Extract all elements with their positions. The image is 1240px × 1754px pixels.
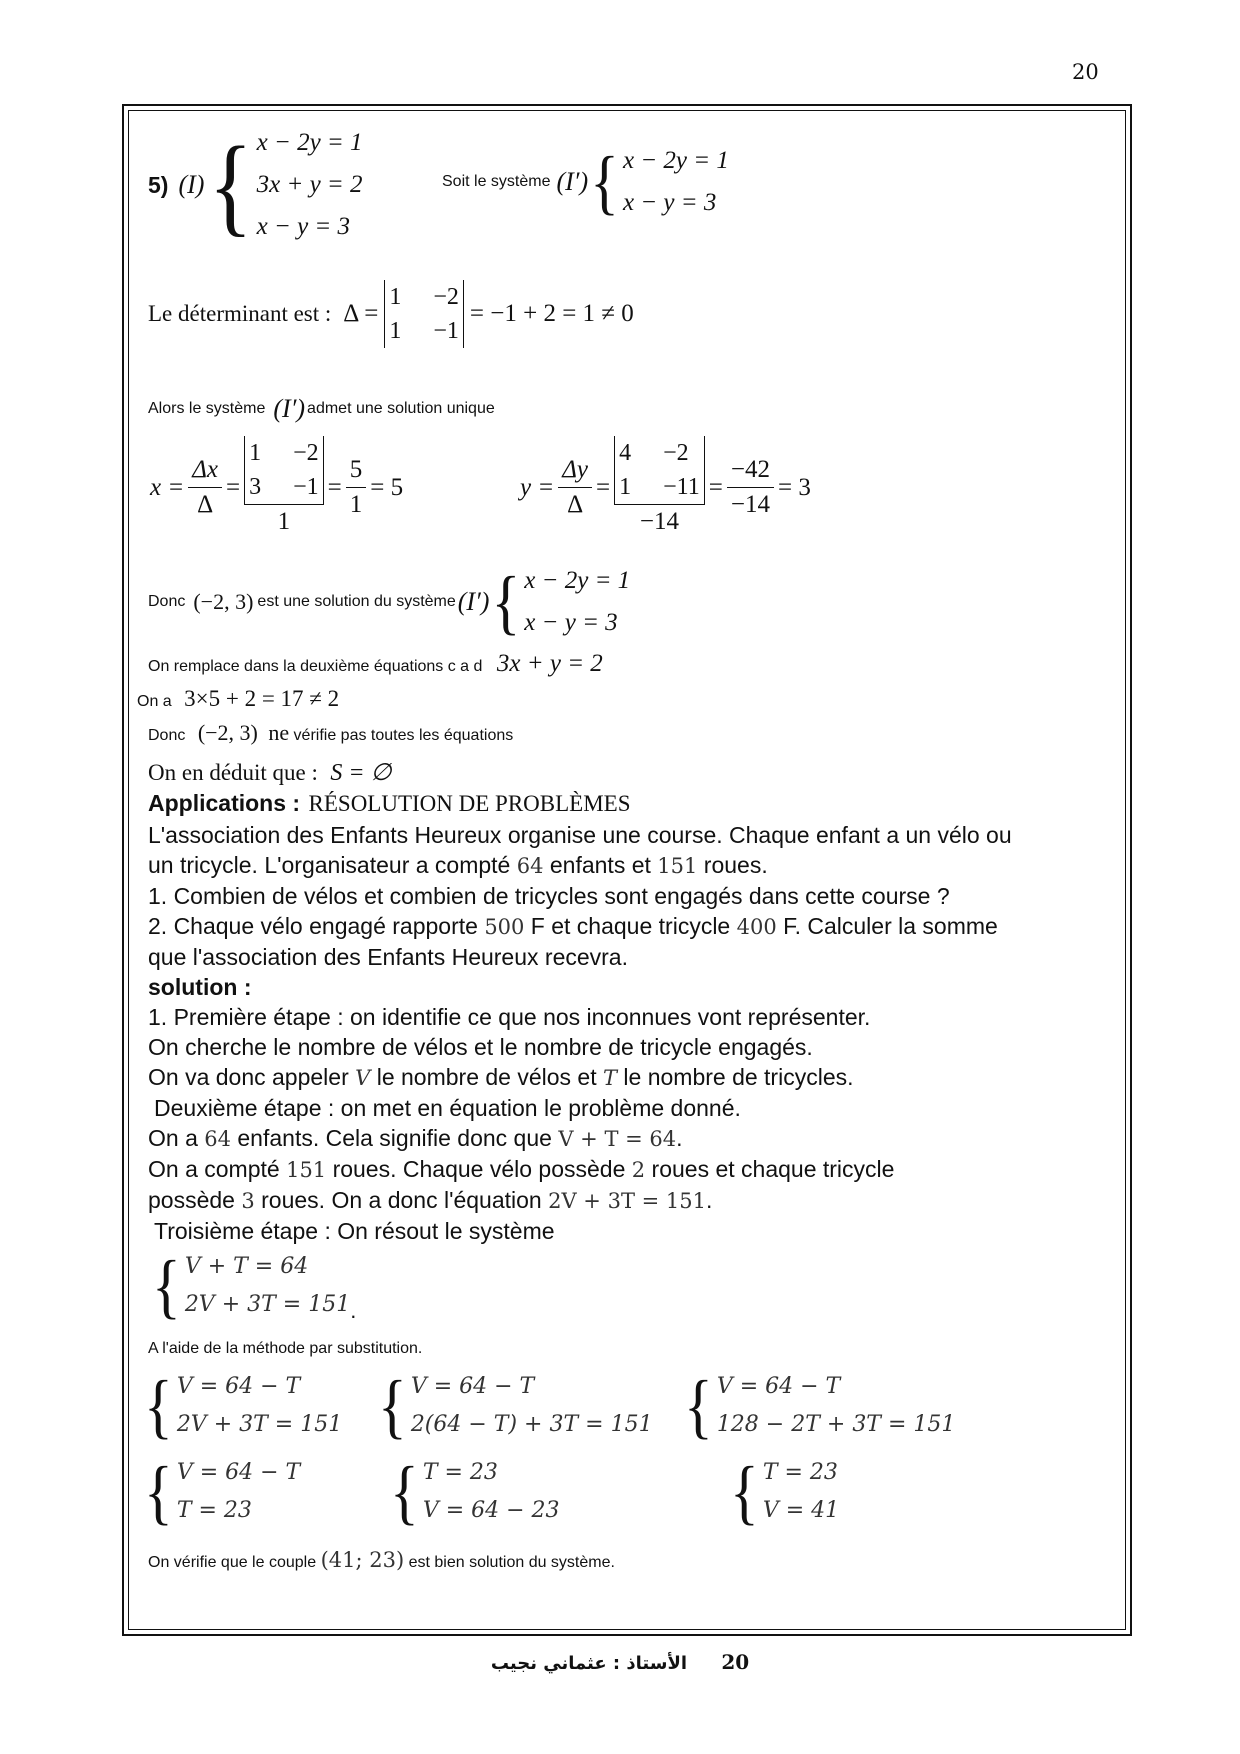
- question-2-part: 2. Chaque vélo engagé rapporte: [148, 913, 478, 939]
- variable-T: T: [603, 1066, 618, 1090]
- system-eq: V = 64 − T: [410, 1374, 535, 1399]
- donc-text: Donc: [148, 727, 186, 744]
- det-cell: −1: [293, 474, 319, 500]
- det-cell: −1: [433, 318, 459, 344]
- problem-text-part: enfants et: [549, 852, 651, 878]
- y-lhs: y =: [520, 473, 555, 501]
- frac-den: −14: [639, 508, 679, 535]
- verification-line: [148, 1548, 615, 1572]
- variable-V: V: [355, 1066, 371, 1090]
- solution-label: solution :: [148, 974, 252, 1000]
- system-I-eq2: 3x + y = 2: [256, 171, 363, 198]
- system-eq: 2V + 3T = 151: [176, 1412, 343, 1437]
- system-I-eq1: x − 2y = 1: [256, 129, 363, 156]
- solution-text-part: On a: [148, 1125, 198, 1151]
- ona-eq: 3×5 + 2 = 17 ≠ 2: [184, 686, 340, 711]
- solution-text-part: possède: [148, 1187, 235, 1213]
- solution-step: Troisième étape : On résout le système: [154, 1218, 555, 1244]
- number: 2: [631, 1158, 646, 1182]
- delta-symbol: Δ =: [343, 300, 379, 327]
- number: 400: [736, 915, 777, 939]
- x-result: = 5: [370, 473, 404, 501]
- footer-page-number: 20: [721, 1650, 750, 1674]
- system-G: [730, 1454, 839, 1530]
- solution-text-part: le nombre de vélos et: [376, 1064, 597, 1090]
- unique-solution-line: [148, 394, 495, 424]
- det-cell: −2: [663, 440, 689, 466]
- frac-num: Δx: [188, 453, 222, 488]
- page-footer: [0, 1650, 1240, 1674]
- solution-step: On cherche le nombre de vélos et le nombre de tricycle engagés.: [148, 1034, 813, 1060]
- ona-line: [137, 686, 339, 712]
- verif-text-b: est bien solution du système.: [408, 1554, 615, 1571]
- system-eq: x − y = 3: [524, 609, 618, 636]
- remplace-line: [148, 650, 603, 678]
- substitution-line: A l'aide de la méthode par substitution.: [148, 1340, 423, 1357]
- donc-text-b: est une solution du système: [257, 593, 456, 610]
- system-eq: x − 2y = 1: [524, 567, 631, 594]
- frac-num: Δy: [558, 453, 592, 488]
- brace-icon: {: [491, 562, 521, 642]
- deduit-eq: S = ∅: [330, 760, 392, 786]
- determinant-line: [148, 280, 634, 348]
- system-ref: (I′): [457, 587, 490, 616]
- remplace-text: On remplace dans la deuxième équations c a d: [148, 658, 483, 675]
- system-I-prime-eq1: x − 2y = 1: [622, 147, 729, 174]
- system-C: [378, 1368, 653, 1444]
- solution-text-part: On a compté: [148, 1156, 280, 1182]
- applications-heading: [148, 790, 631, 817]
- number: 64: [204, 1127, 231, 1151]
- cramer-y: y = $\frac{\Delta y}{\Delta}$ = 4 −2 1 −11 −14 = $\frac{-42}{-14}$ = 3: [520, 436, 811, 539]
- determinant-matrix: [384, 280, 464, 348]
- pair-value: (−2, 3): [197, 720, 258, 745]
- frac-den: Δ: [567, 491, 584, 518]
- deduit-line: [148, 758, 391, 787]
- solution-text-part: enfants. Cela signifie donc que: [237, 1125, 552, 1151]
- brace-icon: {: [208, 123, 253, 247]
- system-eq: V = 64 − 23: [422, 1498, 560, 1523]
- system-I-name: (I): [178, 170, 205, 199]
- system-ref: (I′): [273, 394, 306, 423]
- equation: V + T = 64: [558, 1127, 677, 1151]
- problem-text: L'association des Enfants Heureux organise une course. Chaque enfant a un vélo ou un tricycle. L'organisateur a compté 64 enfants et 151 roues. 1. Combien de vélos et combien de tricycles sont engagés dans cette course ? 2. Chaque vélo engagé rapporte 500 F et chaque tricycle 400 F. Calculer la somme que l'association des Enfants Heureux recevra. solution : 1. Première étape : on identifie ce que nos inconnues vont représenter. On cherche le nombre de vélos et le nombre de tricycle engagés. On va donc appeler V le nombre de vélos et T le nombre de tricycles. Deuxième étape : on met en équation le problème donné. On a 64 enfants. Cela signifie donc que V + T = 64. On a compté 151 roues. Chaque vélo possède 2 roues et chaque tricycle possède 3 roues. On a donc l'équation 2V + 3T = 151. Troisième étape : On résout le système: [148, 820, 1108, 1246]
- solution-text-part: le nombre de tricycles.: [623, 1064, 854, 1090]
- det-cell: −2: [293, 440, 319, 466]
- system-eq: 2(64 − T) + 3T = 151: [410, 1412, 653, 1437]
- frac-den: 1: [277, 508, 291, 535]
- number: 151: [657, 854, 698, 878]
- system-eq: V = 41: [762, 1498, 840, 1523]
- system-I-prime-eq2: x − y = 3: [622, 189, 717, 216]
- brace-icon: {: [144, 1452, 173, 1532]
- ne-text: ne: [268, 720, 290, 745]
- question-2-end: que l'association des Enfants Heureux recevra.: [148, 944, 628, 970]
- system-eq: 128 − 2T + 3T = 151: [716, 1412, 956, 1437]
- problem-line: L'association des Enfants Heureux organise une course. Chaque enfant a un vélo ou: [148, 822, 1012, 848]
- page-number-top: 20: [1072, 60, 1099, 84]
- solution-text-part: roues et chaque tricycle: [651, 1156, 895, 1182]
- det-cell: 1: [389, 318, 402, 344]
- system-eq: V = 64 − T: [176, 1460, 301, 1485]
- remplace-eq: 3x + y = 2: [496, 650, 603, 677]
- system-F: [390, 1454, 560, 1530]
- system-eq: T = 23: [176, 1498, 252, 1523]
- system-E: [144, 1454, 300, 1530]
- solution-step: 1. Première étape : on identifie ce que nos inconnues vont représenter.: [148, 1004, 871, 1030]
- determinant-label: Le déterminant est :: [148, 301, 332, 326]
- system-eq: V = 64 − T: [716, 1374, 841, 1399]
- equation: 2V + 3T = 151: [548, 1189, 706, 1213]
- applications-label: Applications :: [148, 790, 301, 816]
- brace-icon: {: [390, 1452, 419, 1532]
- system-eq: V + T = 64: [184, 1254, 309, 1279]
- brace-icon: {: [144, 1366, 173, 1446]
- footer-author: الأستاذ : عثماني نجيب: [490, 1653, 688, 1674]
- donc-verifie-line: [148, 720, 513, 746]
- problem-text-part: roues.: [703, 852, 768, 878]
- question-1: 1. Combien de vélos et combien de tricycles sont engagés dans cette course ?: [148, 883, 950, 909]
- frac-num: 5: [346, 453, 367, 488]
- system-A: { V + T = 64 2V + 3T = 151 .: [152, 1248, 356, 1324]
- det-cell: 1: [619, 474, 632, 500]
- det-cell: 1: [249, 440, 262, 466]
- q5-label: 5): [148, 171, 169, 198]
- donc-text-b: vérifie pas toutes les équations: [293, 727, 514, 744]
- soit-text: Soit le système: [442, 173, 551, 190]
- unique-text-a: Alors le système: [148, 400, 266, 417]
- det-cell: −11: [663, 474, 700, 500]
- det-cell: 1: [389, 284, 402, 310]
- brace-icon: {: [684, 1366, 713, 1446]
- system-eq: 2V + 3T = 151: [184, 1292, 351, 1317]
- verif-text: On vérifie que le couple: [148, 1554, 317, 1571]
- ona-text: On a: [137, 693, 172, 710]
- system-eq: T = 23: [422, 1460, 498, 1485]
- solution-text-part: roues. Chaque vélo possède: [332, 1156, 626, 1182]
- x-matrix-fraction: [244, 436, 324, 539]
- det-cell: −2: [433, 284, 459, 310]
- det-cell: 4: [619, 440, 632, 466]
- system-eq: V = 64 − T: [176, 1374, 301, 1399]
- pair-value: (41; 23): [320, 1548, 405, 1572]
- system-eq: T = 23: [762, 1460, 838, 1485]
- brace-icon: {: [378, 1366, 407, 1446]
- brace-icon: {: [152, 1246, 181, 1326]
- number: 500: [484, 915, 525, 939]
- solution-text-part: On va donc appeler: [148, 1064, 349, 1090]
- system-B: [144, 1368, 342, 1444]
- donc-solution-line: [148, 560, 630, 644]
- number: 64: [516, 854, 544, 878]
- system-I-prime-name: (I′): [556, 167, 589, 196]
- number: 151: [286, 1158, 327, 1182]
- system-I-prime-block: [442, 140, 729, 224]
- solution-text-part: roues. On a donc l'équation: [261, 1187, 542, 1213]
- donc-text: Donc: [148, 593, 186, 610]
- det-cell: 3: [249, 474, 262, 500]
- frac-num: −42: [727, 453, 774, 488]
- frac-den: Δ: [197, 491, 214, 518]
- cramer-x: x = $\frac{\Delta x}{\Delta}$ = 1 −2 3 −1 1 = $\frac{5}{1}$ = 5: [150, 436, 403, 539]
- question-2-part: F et chaque tricycle: [530, 913, 731, 939]
- deduit-text: On en déduit que :: [148, 760, 318, 785]
- system-I: [208, 122, 362, 248]
- problem-text-part: un tricycle. L'organisateur a compté: [148, 852, 511, 878]
- question-2-part: F. Calculer la somme: [783, 913, 998, 939]
- y-result: = 3: [777, 473, 811, 501]
- brace-icon: {: [590, 142, 619, 222]
- q5-block: [148, 122, 363, 248]
- x-lhs: x =: [150, 473, 185, 501]
- number: 3: [241, 1189, 255, 1213]
- determinant-result: = −1 + 2 = 1 ≠ 0: [469, 300, 634, 327]
- brace-icon: {: [730, 1452, 759, 1532]
- unique-text-b: admet une solution unique: [307, 400, 495, 417]
- frac-den: −14: [730, 491, 770, 518]
- y-matrix-fraction: [614, 436, 705, 539]
- frac-den: 1: [349, 491, 363, 518]
- solution-step: Deuxième étape : on met en équation le problème donné.: [154, 1095, 741, 1121]
- system-I-eq3: x − y = 3: [256, 213, 351, 240]
- system-D: [684, 1368, 955, 1444]
- pair-value: (−2, 3): [193, 589, 254, 614]
- applications-title: RÉSOLUTION DE PROBLÈMES: [308, 791, 631, 816]
